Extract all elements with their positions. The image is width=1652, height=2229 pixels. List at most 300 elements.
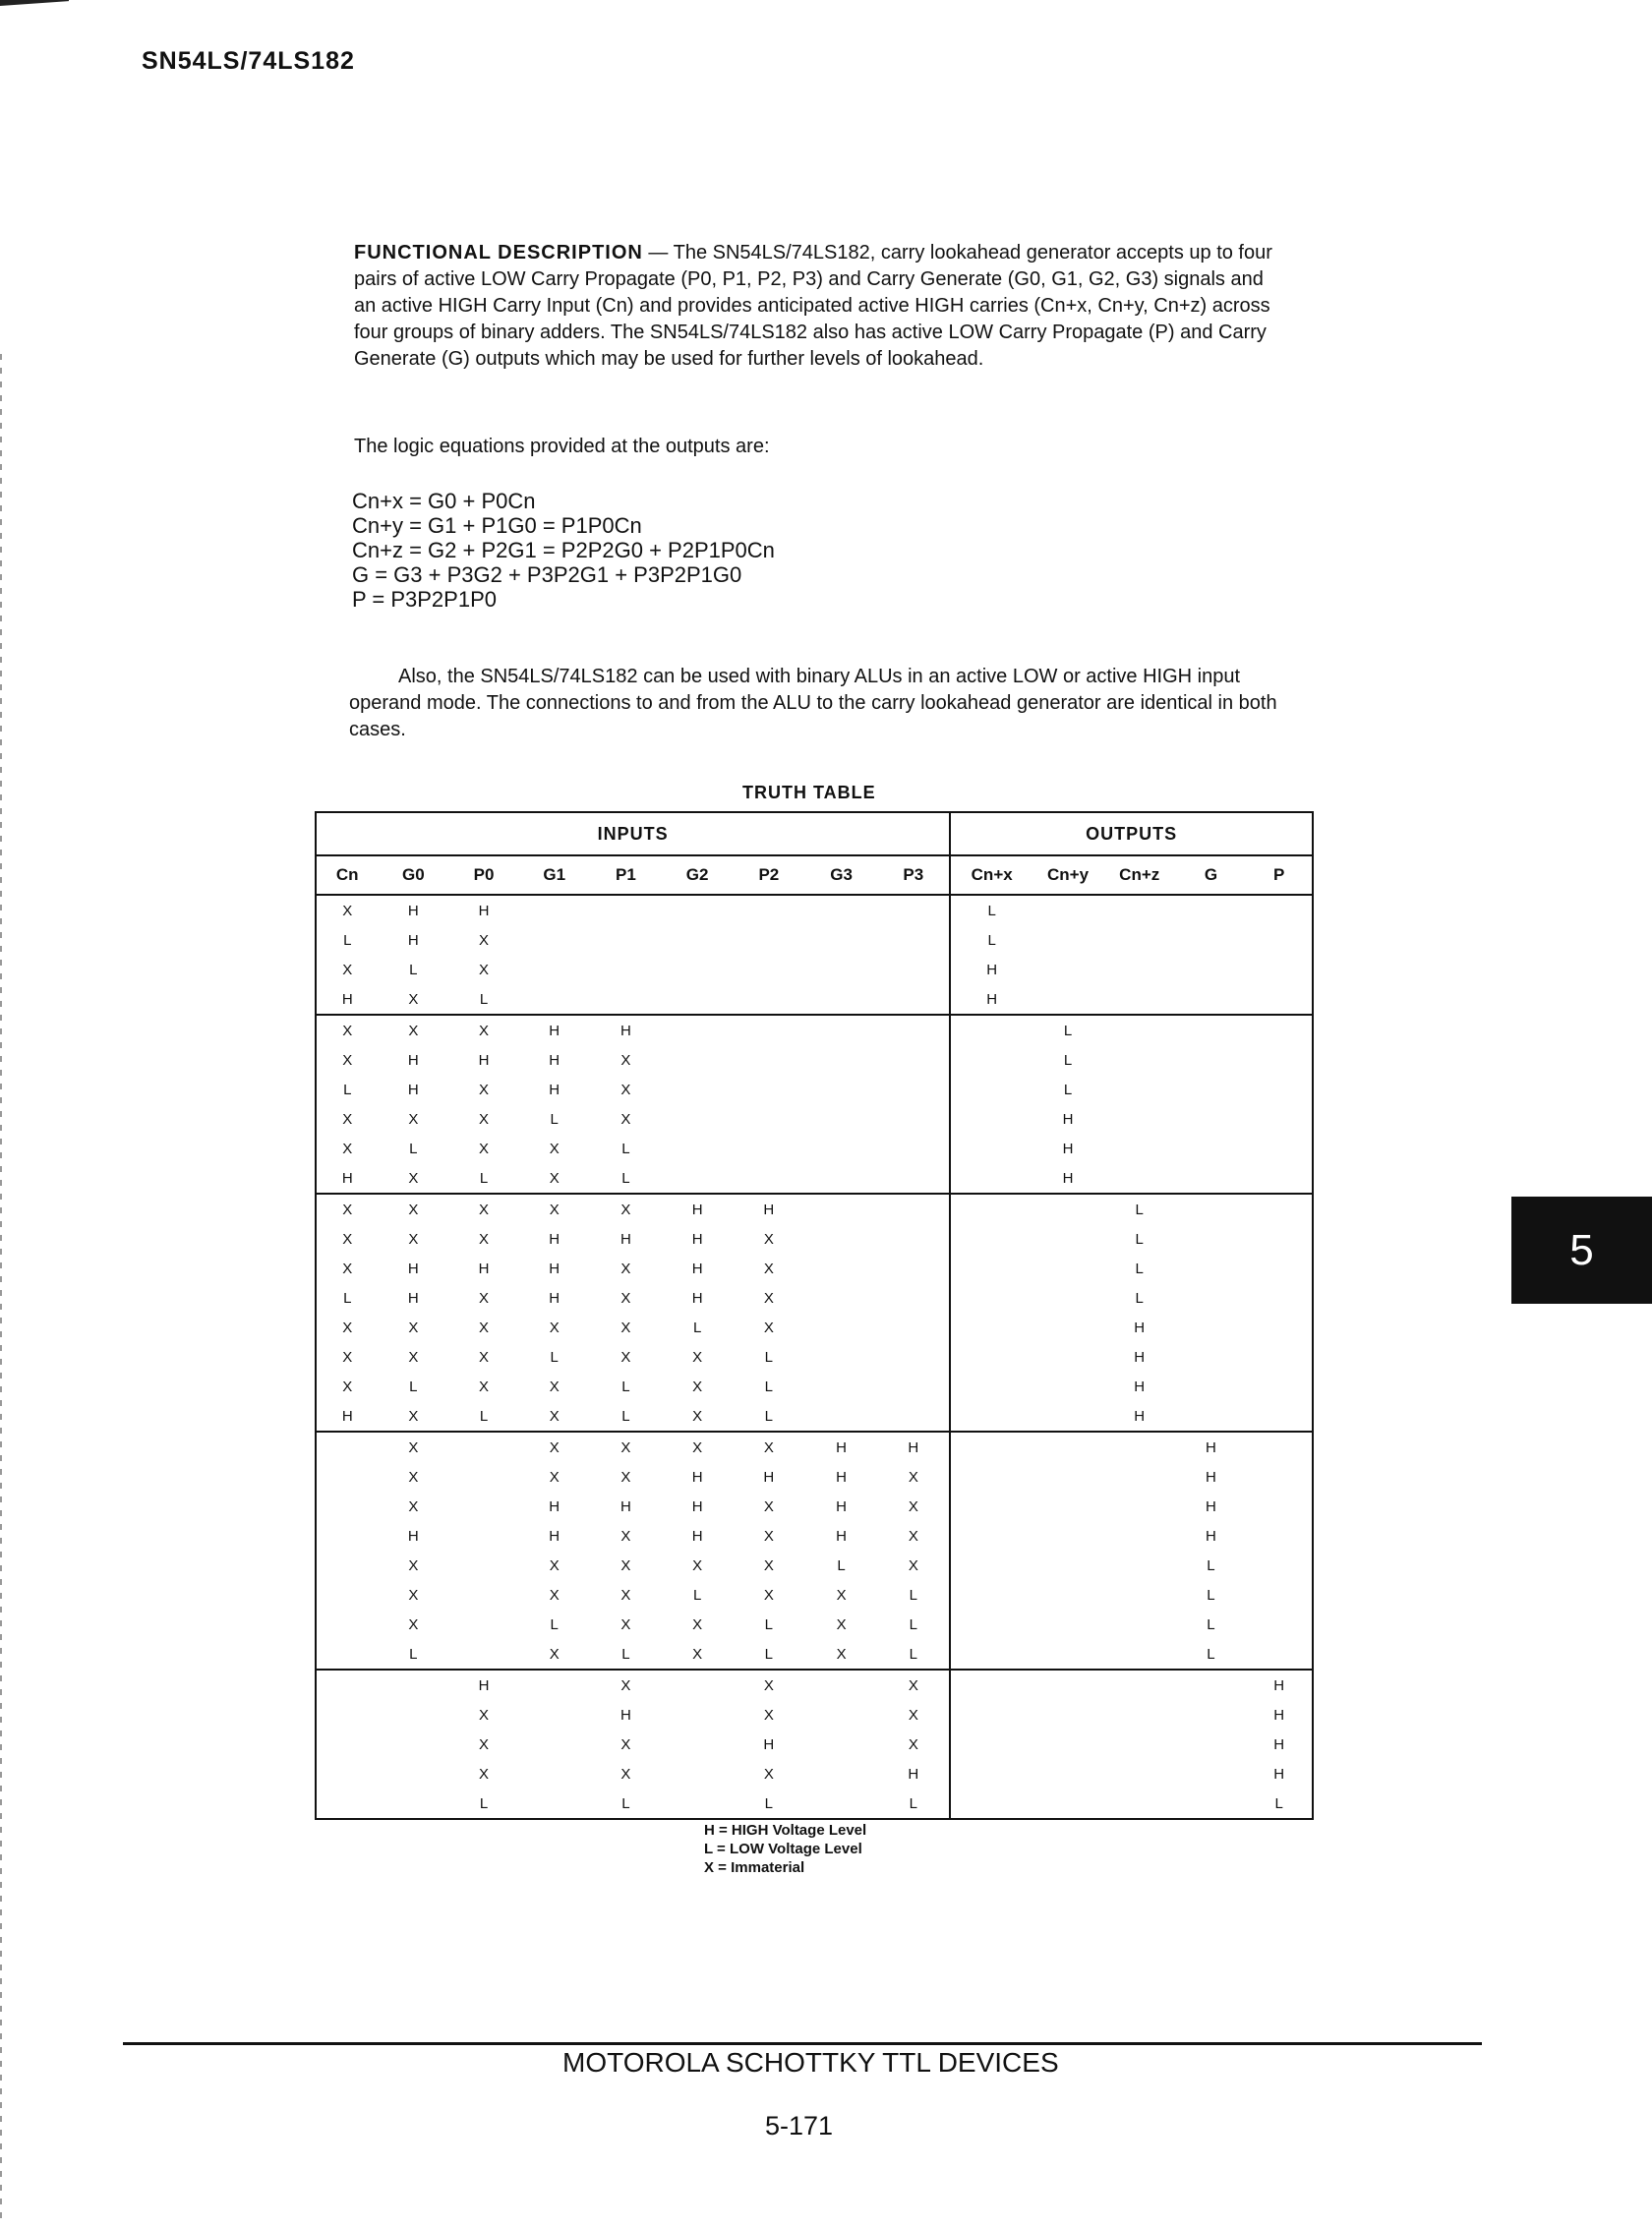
table-cell: [590, 895, 663, 925]
table-cell: [316, 1730, 379, 1759]
table-row: [316, 1015, 1313, 1045]
table-cell: L: [1063, 1051, 1073, 1069]
functional-description: [354, 240, 1290, 373]
table-cell: X: [620, 1319, 631, 1336]
table-row: [316, 1670, 1313, 1700]
table-cell: [316, 1580, 379, 1610]
table-row: [316, 1639, 1313, 1670]
table-cell: [950, 1759, 1032, 1789]
legend-low: L = LOW Voltage Level: [704, 1841, 862, 1857]
table-cell: L: [316, 925, 379, 955]
table-cell: X: [479, 931, 490, 949]
table-cell: H: [691, 1260, 703, 1277]
table-cell: X: [549, 1140, 560, 1157]
table-cell: X: [408, 1497, 419, 1515]
table-cell: [1176, 925, 1247, 955]
table-cell: X: [408, 1110, 419, 1128]
table-cell: [805, 1045, 878, 1075]
table-cell: X: [620, 1735, 631, 1753]
table-cell: [805, 1789, 878, 1819]
table-cell: X: [316, 1045, 379, 1075]
table-cell: [662, 1759, 733, 1789]
table-cell: L: [448, 1163, 519, 1194]
table-cell: [1246, 1075, 1313, 1104]
table-cell: X: [408, 1348, 419, 1366]
table-cell: L: [1135, 1260, 1144, 1277]
table-cell: [316, 1462, 379, 1492]
table-cell: [1246, 1134, 1313, 1163]
table-row: [316, 1521, 1313, 1551]
table-cell: X: [549, 1556, 560, 1574]
table-cell: H: [478, 902, 490, 919]
table-cell: [733, 1163, 805, 1194]
table-cell: [805, 1015, 878, 1045]
table-cell: X: [908, 1527, 918, 1545]
table-cell: X: [549, 1586, 560, 1604]
table-cell: H: [620, 1230, 631, 1248]
table-cell: [1176, 1401, 1247, 1432]
table-row: [316, 1372, 1313, 1401]
table-cell: [805, 1224, 878, 1254]
table-cell: H: [407, 902, 419, 919]
table-cell: X: [408, 1586, 419, 1604]
table-cell: [448, 1610, 519, 1639]
table-cell: [1246, 1639, 1313, 1670]
table-cell: X: [479, 961, 490, 978]
table-cell: [950, 1134, 1032, 1163]
table-cell: H: [691, 1230, 703, 1248]
table-cell: [805, 955, 878, 984]
table-cell: H: [691, 1527, 703, 1545]
column-header: P0: [448, 855, 519, 895]
table-cell: H: [763, 1735, 775, 1753]
table-cell: X: [692, 1438, 703, 1456]
table-cell: H: [407, 1051, 419, 1069]
table-cell: H: [1206, 1438, 1216, 1456]
table-cell: X: [620, 1527, 631, 1545]
table-cell: L: [448, 1401, 519, 1432]
table-cell: [379, 1789, 449, 1819]
table-cell: H: [407, 1260, 419, 1277]
table-cell: H: [763, 1468, 775, 1486]
table-cell: X: [692, 1556, 703, 1574]
outputs-header: OUTPUTS: [950, 812, 1313, 855]
table-cell: [877, 1224, 950, 1254]
table-cell: [519, 1670, 590, 1700]
table-cell: [1032, 1224, 1103, 1254]
table-cell: X: [908, 1706, 918, 1724]
table-cell: [805, 1104, 878, 1134]
table-cell: [662, 984, 733, 1015]
table-cell: [379, 1700, 449, 1730]
table-cell: [519, 1730, 590, 1759]
table-cell: [1176, 1075, 1247, 1104]
table-cell: [1032, 1789, 1103, 1819]
table-cell: [316, 1521, 379, 1551]
table-cell: [1032, 895, 1103, 925]
table-cell: [1176, 1670, 1247, 1700]
table-cell: [805, 1313, 878, 1342]
table-cell: X: [620, 1765, 631, 1783]
table-cell: X: [620, 1586, 631, 1604]
table-cell: [1246, 955, 1313, 984]
table-cell: X: [479, 1735, 490, 1753]
table-cell: [1246, 1551, 1313, 1580]
table-cell: H: [1134, 1319, 1146, 1336]
table-cell: H: [316, 984, 379, 1015]
table-cell: [1246, 1104, 1313, 1134]
table-cell: [1032, 1342, 1103, 1372]
table-cell: L: [733, 1789, 805, 1819]
table-cell: [950, 1075, 1032, 1104]
table-cell: [950, 1045, 1032, 1075]
table-cell: H: [620, 1706, 631, 1724]
table-cell: L: [550, 1348, 559, 1366]
table-cell: [1032, 1194, 1103, 1224]
table-cell: [805, 925, 878, 955]
table-cell: [877, 1163, 950, 1194]
table-row: [316, 1580, 1313, 1610]
table-cell: [950, 1104, 1032, 1134]
table-cell: [950, 1580, 1032, 1610]
table-cell: [877, 1313, 950, 1342]
table-cell: [950, 1462, 1032, 1492]
table-cell: [1103, 1104, 1176, 1134]
table-cell: [877, 1075, 950, 1104]
table-cell: [877, 1254, 950, 1283]
table-cell: L: [409, 1140, 418, 1157]
table-cell: [1176, 1254, 1247, 1283]
table-cell: H: [1134, 1378, 1146, 1395]
table-cell: X: [316, 1015, 379, 1045]
table-cell: [1246, 1015, 1313, 1045]
table-cell: [1032, 1551, 1103, 1580]
table-cell: [733, 955, 805, 984]
table-cell: H: [691, 1289, 703, 1307]
table-cell: X: [408, 1319, 419, 1336]
table-cell: [950, 1670, 1032, 1700]
table-cell: X: [479, 1110, 490, 1128]
table-row: [316, 1789, 1313, 1819]
table-cell: [1103, 895, 1176, 925]
table-cell: [1103, 1163, 1176, 1194]
truth-table-title: TRUTH TABLE: [742, 783, 876, 802]
table-cell: X: [519, 1639, 590, 1670]
table-cell: [805, 1342, 878, 1372]
table-row: [316, 1432, 1313, 1462]
table-cell: X: [479, 1378, 490, 1395]
table-cell: [662, 1700, 733, 1730]
table-cell: L: [550, 1110, 559, 1128]
table-cell: X: [692, 1615, 703, 1633]
table-cell: [950, 1730, 1032, 1759]
table-cell: H: [1246, 1759, 1313, 1789]
table-cell: X: [479, 1706, 490, 1724]
table-cell: [1176, 1194, 1247, 1224]
table-cell: X: [316, 1254, 379, 1283]
table-cell: L: [877, 1639, 950, 1670]
table-cell: [950, 1342, 1032, 1372]
table-cell: H: [549, 1022, 560, 1039]
table-cell: [590, 955, 663, 984]
table-cell: X: [549, 1438, 560, 1456]
table-cell: L: [316, 1075, 379, 1104]
table-cell: [1103, 1015, 1176, 1045]
table-cell: X: [763, 1319, 774, 1336]
table-cell: H: [549, 1260, 560, 1277]
table-cell: H: [691, 1497, 703, 1515]
table-cell: [1246, 1283, 1313, 1313]
table-cell: X: [620, 1438, 631, 1456]
table-cell: H: [763, 1201, 775, 1218]
table-cell: [1246, 1610, 1313, 1639]
table-cell: [1103, 1075, 1176, 1104]
table-cell: X: [763, 1260, 774, 1277]
table-cell: X: [662, 1401, 733, 1432]
table-cell: [1032, 925, 1103, 955]
table-cell: [950, 1015, 1032, 1045]
table-cell: X: [805, 1639, 878, 1670]
table-cell: [950, 1401, 1032, 1432]
table-cell: X: [549, 1319, 560, 1336]
table-cell: X: [379, 1163, 449, 1194]
table-cell: H: [407, 931, 419, 949]
table-cell: [1176, 1163, 1247, 1194]
table-cell: [662, 1670, 733, 1700]
table-row: [316, 1224, 1313, 1254]
table-cell: X: [692, 1378, 703, 1395]
table-cell: [950, 1610, 1032, 1639]
column-header: Cn: [316, 855, 379, 895]
table-cell: [1246, 1401, 1313, 1432]
table-cell: [1176, 1104, 1247, 1134]
table-row: [316, 895, 1313, 925]
table-cell: H: [1246, 1670, 1313, 1700]
table-cell: [519, 1700, 590, 1730]
table-cell: [805, 1075, 878, 1104]
table-cell: H: [316, 1163, 379, 1194]
table-cell: H: [1206, 1468, 1216, 1486]
table-cell: [733, 895, 805, 925]
document-header-title: SN54LS/74LS182: [142, 47, 355, 75]
table-cell: L: [590, 1401, 663, 1432]
table-cell: X: [408, 1230, 419, 1248]
table-cell: [519, 1759, 590, 1789]
table-cell: X: [316, 1194, 379, 1224]
table-cell: [877, 925, 950, 955]
table-cell: [950, 1313, 1032, 1342]
page-number: 5-171: [765, 2111, 834, 2141]
table-cell: [662, 1730, 733, 1759]
table-cell: [1032, 1670, 1103, 1700]
table-cell: [1246, 1342, 1313, 1372]
table-cell: [877, 1401, 950, 1432]
table-cell: X: [479, 1348, 490, 1366]
table-cell: [1103, 955, 1176, 984]
table-cell: [1176, 1372, 1247, 1401]
table-cell: H: [549, 1230, 560, 1248]
table-cell: X: [763, 1438, 774, 1456]
table-row: [316, 1730, 1313, 1759]
table-cell: X: [620, 1260, 631, 1277]
table-cell: X: [479, 1230, 490, 1248]
table-cell: X: [549, 1378, 560, 1395]
table-cell: [1176, 895, 1247, 925]
table-cell: X: [620, 1051, 631, 1069]
column-header: Cn+y: [1032, 855, 1103, 895]
scan-left-edge: [0, 354, 2, 2222]
table-cell: H: [478, 1051, 490, 1069]
table-cell: [877, 1283, 950, 1313]
table-cell: [316, 1789, 379, 1819]
table-cell: [519, 895, 590, 925]
table-cell: [662, 1104, 733, 1134]
table-cell: H: [549, 1527, 560, 1545]
table-cell: [316, 1432, 379, 1462]
table-cell: [1246, 1372, 1313, 1401]
table-cell: [733, 984, 805, 1015]
equation-cnz: Cn+z = G2 + P2G1 = P2P2G0 + P2P1P0Cn: [352, 538, 775, 562]
table-cell: [1103, 925, 1176, 955]
table-cell: [1176, 1045, 1247, 1075]
table-cell: X: [908, 1556, 918, 1574]
truth-table-legend: [704, 1821, 866, 1877]
table-cell: X: [408, 1438, 419, 1456]
column-header: G3: [805, 855, 878, 895]
table-row: [316, 1134, 1313, 1163]
table-cell: [1246, 895, 1313, 925]
table-row: [316, 925, 1313, 955]
table-cell: L: [550, 1615, 559, 1633]
table-cell: L: [733, 1639, 805, 1670]
table-cell: [877, 1194, 950, 1224]
table-cell: H: [1103, 1401, 1176, 1432]
table-cell: [519, 955, 590, 984]
table-cell: [1103, 1492, 1176, 1521]
table-row: [316, 1401, 1313, 1432]
table-row: [316, 1313, 1313, 1342]
table-cell: [950, 1194, 1032, 1224]
description-heading: FUNCTIONAL DESCRIPTION: [354, 242, 643, 264]
table-cell: [877, 1104, 950, 1134]
column-header: G0: [379, 855, 449, 895]
table-cell: [805, 1730, 878, 1759]
table-row: [316, 1610, 1313, 1639]
table-cell: X: [479, 1081, 490, 1098]
table-cell: [316, 1610, 379, 1639]
table-cell: X: [316, 1313, 379, 1342]
table-cell: [662, 895, 733, 925]
table-cell: L: [1207, 1615, 1215, 1633]
table-cell: [1176, 1015, 1247, 1045]
table-cell: [1176, 1313, 1247, 1342]
table-cell: [1246, 1254, 1313, 1283]
table-cell: X: [763, 1765, 774, 1783]
table-cell: H: [1246, 1700, 1313, 1730]
table-row: [316, 1075, 1313, 1104]
table-cell: L: [837, 1556, 846, 1574]
table-cell: [662, 1163, 733, 1194]
table-cell: L: [764, 1348, 774, 1366]
table-cell: L: [590, 1789, 663, 1819]
table-cell: H: [1246, 1730, 1313, 1759]
table-cell: [950, 1639, 1032, 1670]
table-cell: X: [408, 1022, 419, 1039]
table-cell: X: [836, 1586, 847, 1604]
table-cell: [1176, 1789, 1247, 1819]
table-cell: [805, 1254, 878, 1283]
table-cell: H: [549, 1497, 560, 1515]
table-cell: X: [316, 1104, 379, 1134]
table-cell: [1032, 1372, 1103, 1401]
table-cell: X: [836, 1615, 847, 1633]
table-cell: L: [909, 1586, 917, 1604]
column-header: Cn+x: [950, 855, 1032, 895]
table-cell: H: [407, 1527, 419, 1545]
table-cell: [1246, 925, 1313, 955]
table-cell: H: [1206, 1497, 1216, 1515]
table-cell: L: [692, 1586, 702, 1604]
table-cell: X: [408, 1556, 419, 1574]
table-cell: X: [620, 1615, 631, 1633]
table-cell: [950, 1254, 1032, 1283]
equation-cnx: Cn+x = G0 + P0Cn: [352, 489, 536, 513]
table-cell: X: [763, 1586, 774, 1604]
table-cell: L: [1246, 1789, 1313, 1819]
footer-brand: MOTOROLA SCHOTTKY TTL DEVICES: [562, 2047, 1059, 2078]
table-cell: L: [590, 1163, 663, 1194]
table-cell: [950, 1224, 1032, 1254]
table-cell: X: [379, 984, 449, 1015]
table-cell: X: [908, 1676, 918, 1694]
table-cell: L: [621, 1378, 630, 1395]
table-cell: H: [836, 1468, 847, 1486]
table-cell: H: [407, 1289, 419, 1307]
table-cell: X: [479, 1201, 490, 1218]
table-cell: [1032, 1759, 1103, 1789]
table-cell: [1103, 1730, 1176, 1759]
table-cell: [877, 984, 950, 1015]
table-cell: H: [1062, 1140, 1074, 1157]
table-cell: [662, 1134, 733, 1163]
table-cell: [733, 1075, 805, 1104]
table-cell: X: [763, 1706, 774, 1724]
table-row: [316, 1045, 1313, 1075]
table-cell: X: [763, 1230, 774, 1248]
table-row: [316, 1551, 1313, 1580]
table-cell: [1032, 1639, 1103, 1670]
table-cell: [379, 1759, 449, 1789]
table-cell: [805, 1194, 878, 1224]
table-cell: X: [379, 1401, 449, 1432]
table-cell: L: [1063, 1081, 1073, 1098]
table-cell: [448, 1551, 519, 1580]
table-cell: [379, 1670, 449, 1700]
table-cell: [950, 1521, 1032, 1551]
table-cell: X: [763, 1527, 774, 1545]
table-cell: H: [1062, 1110, 1074, 1128]
table-cell: [805, 1759, 878, 1789]
table-cell: H: [549, 1051, 560, 1069]
table-cell: X: [479, 1289, 490, 1307]
table-cell: L: [1135, 1230, 1144, 1248]
table-cell: [1032, 1730, 1103, 1759]
table-cell: L: [1176, 1639, 1247, 1670]
table-cell: [1246, 1521, 1313, 1551]
table-cell: X: [316, 1342, 379, 1372]
table-cell: [805, 1134, 878, 1163]
table-cell: X: [620, 1676, 631, 1694]
